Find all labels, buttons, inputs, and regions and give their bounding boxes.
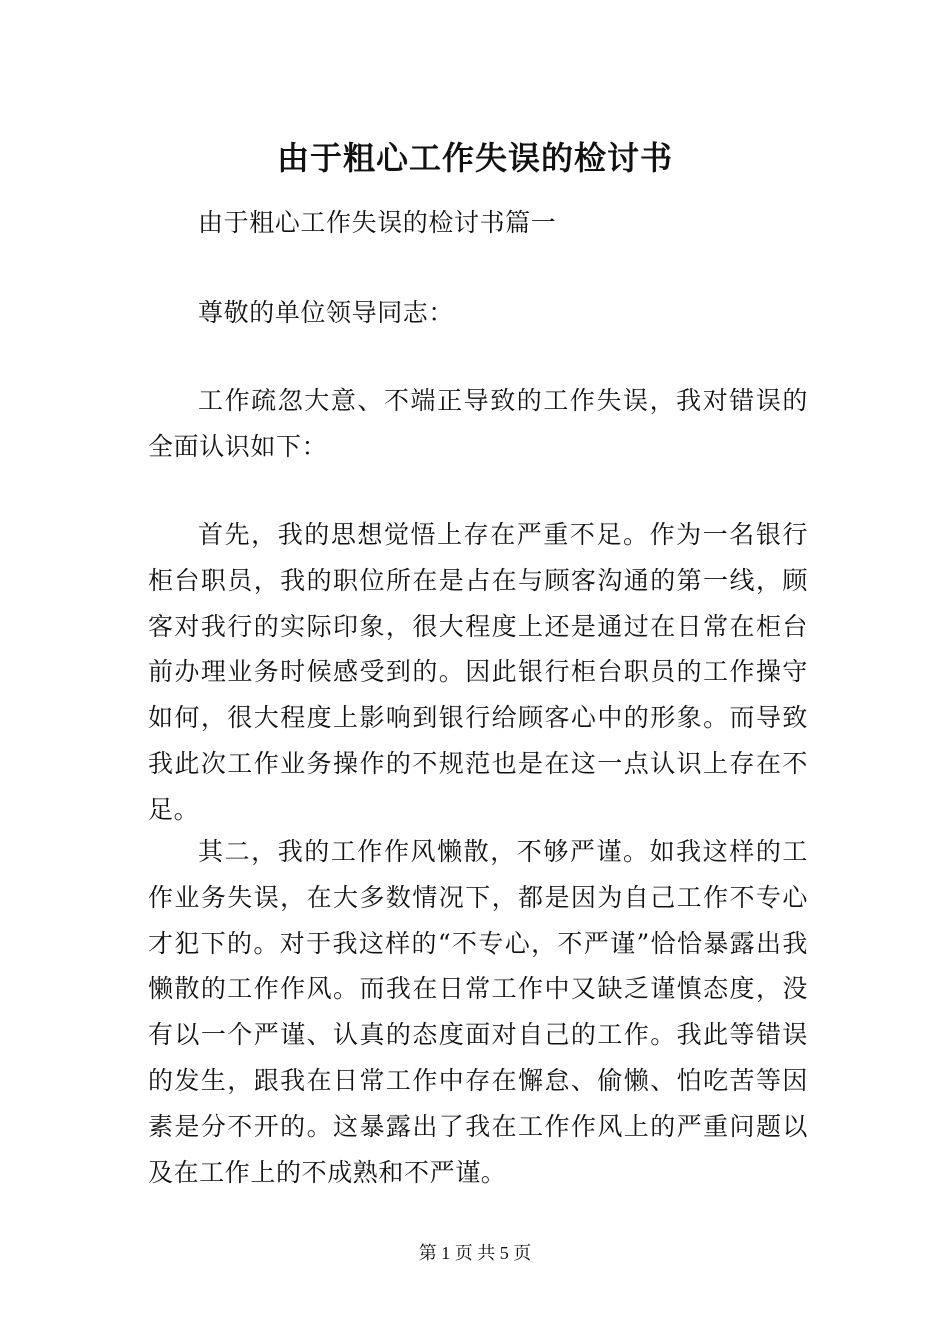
document-title: 由于粗心工作失误的检讨书 bbox=[276, 139, 673, 177]
paragraph-second: 其二，我的工作作风懒散，不够严谨。如我这样的工作业务失误，在大多数情况下，都是因为自己工作不专心才犯下的。对于我这样的“不专心，不严谨”恰恰暴露出我懒散的工作作风。而我在日常工作中又缺乏谨慎态度，没有以一个严谨、认真的态度面对自己的工作。我此等错误的发生，跟我在日常工作中存在懈怠、偷懒、怕吃苦等因素是分不开的。这暴露出了我在工作作风上的严重问题以及在工作上的不成熟和不严谨。 bbox=[148, 837, 808, 1187]
section-heading: 由于粗心工作失误的检讨书篇一 bbox=[198, 208, 557, 237]
salutation: 尊敬的单位领导同志： bbox=[198, 298, 455, 327]
page-footer: 第 1 页 共 5 页 bbox=[418, 1243, 532, 1263]
paragraph-first: 首先，我的思想觉悟上存在严重不足。作为一名银行柜台职员，我的职位所在是占在与顾客沟通的第一线，顾客对我行的实际印象，很大程度上还是通过在日常在柜台前办理业务时候感受到的。因此银行柜台职员的工作操守如何，很大程度上影响到银行给顾客心中的形象。而导致我此次工作业务操作的不规范也是在这一点认识上存在不足。 bbox=[148, 520, 808, 824]
paragraph-intro: 工作疏忽大意、不端正导致的工作失误，我对错误的全面认识如下： bbox=[148, 386, 808, 461]
